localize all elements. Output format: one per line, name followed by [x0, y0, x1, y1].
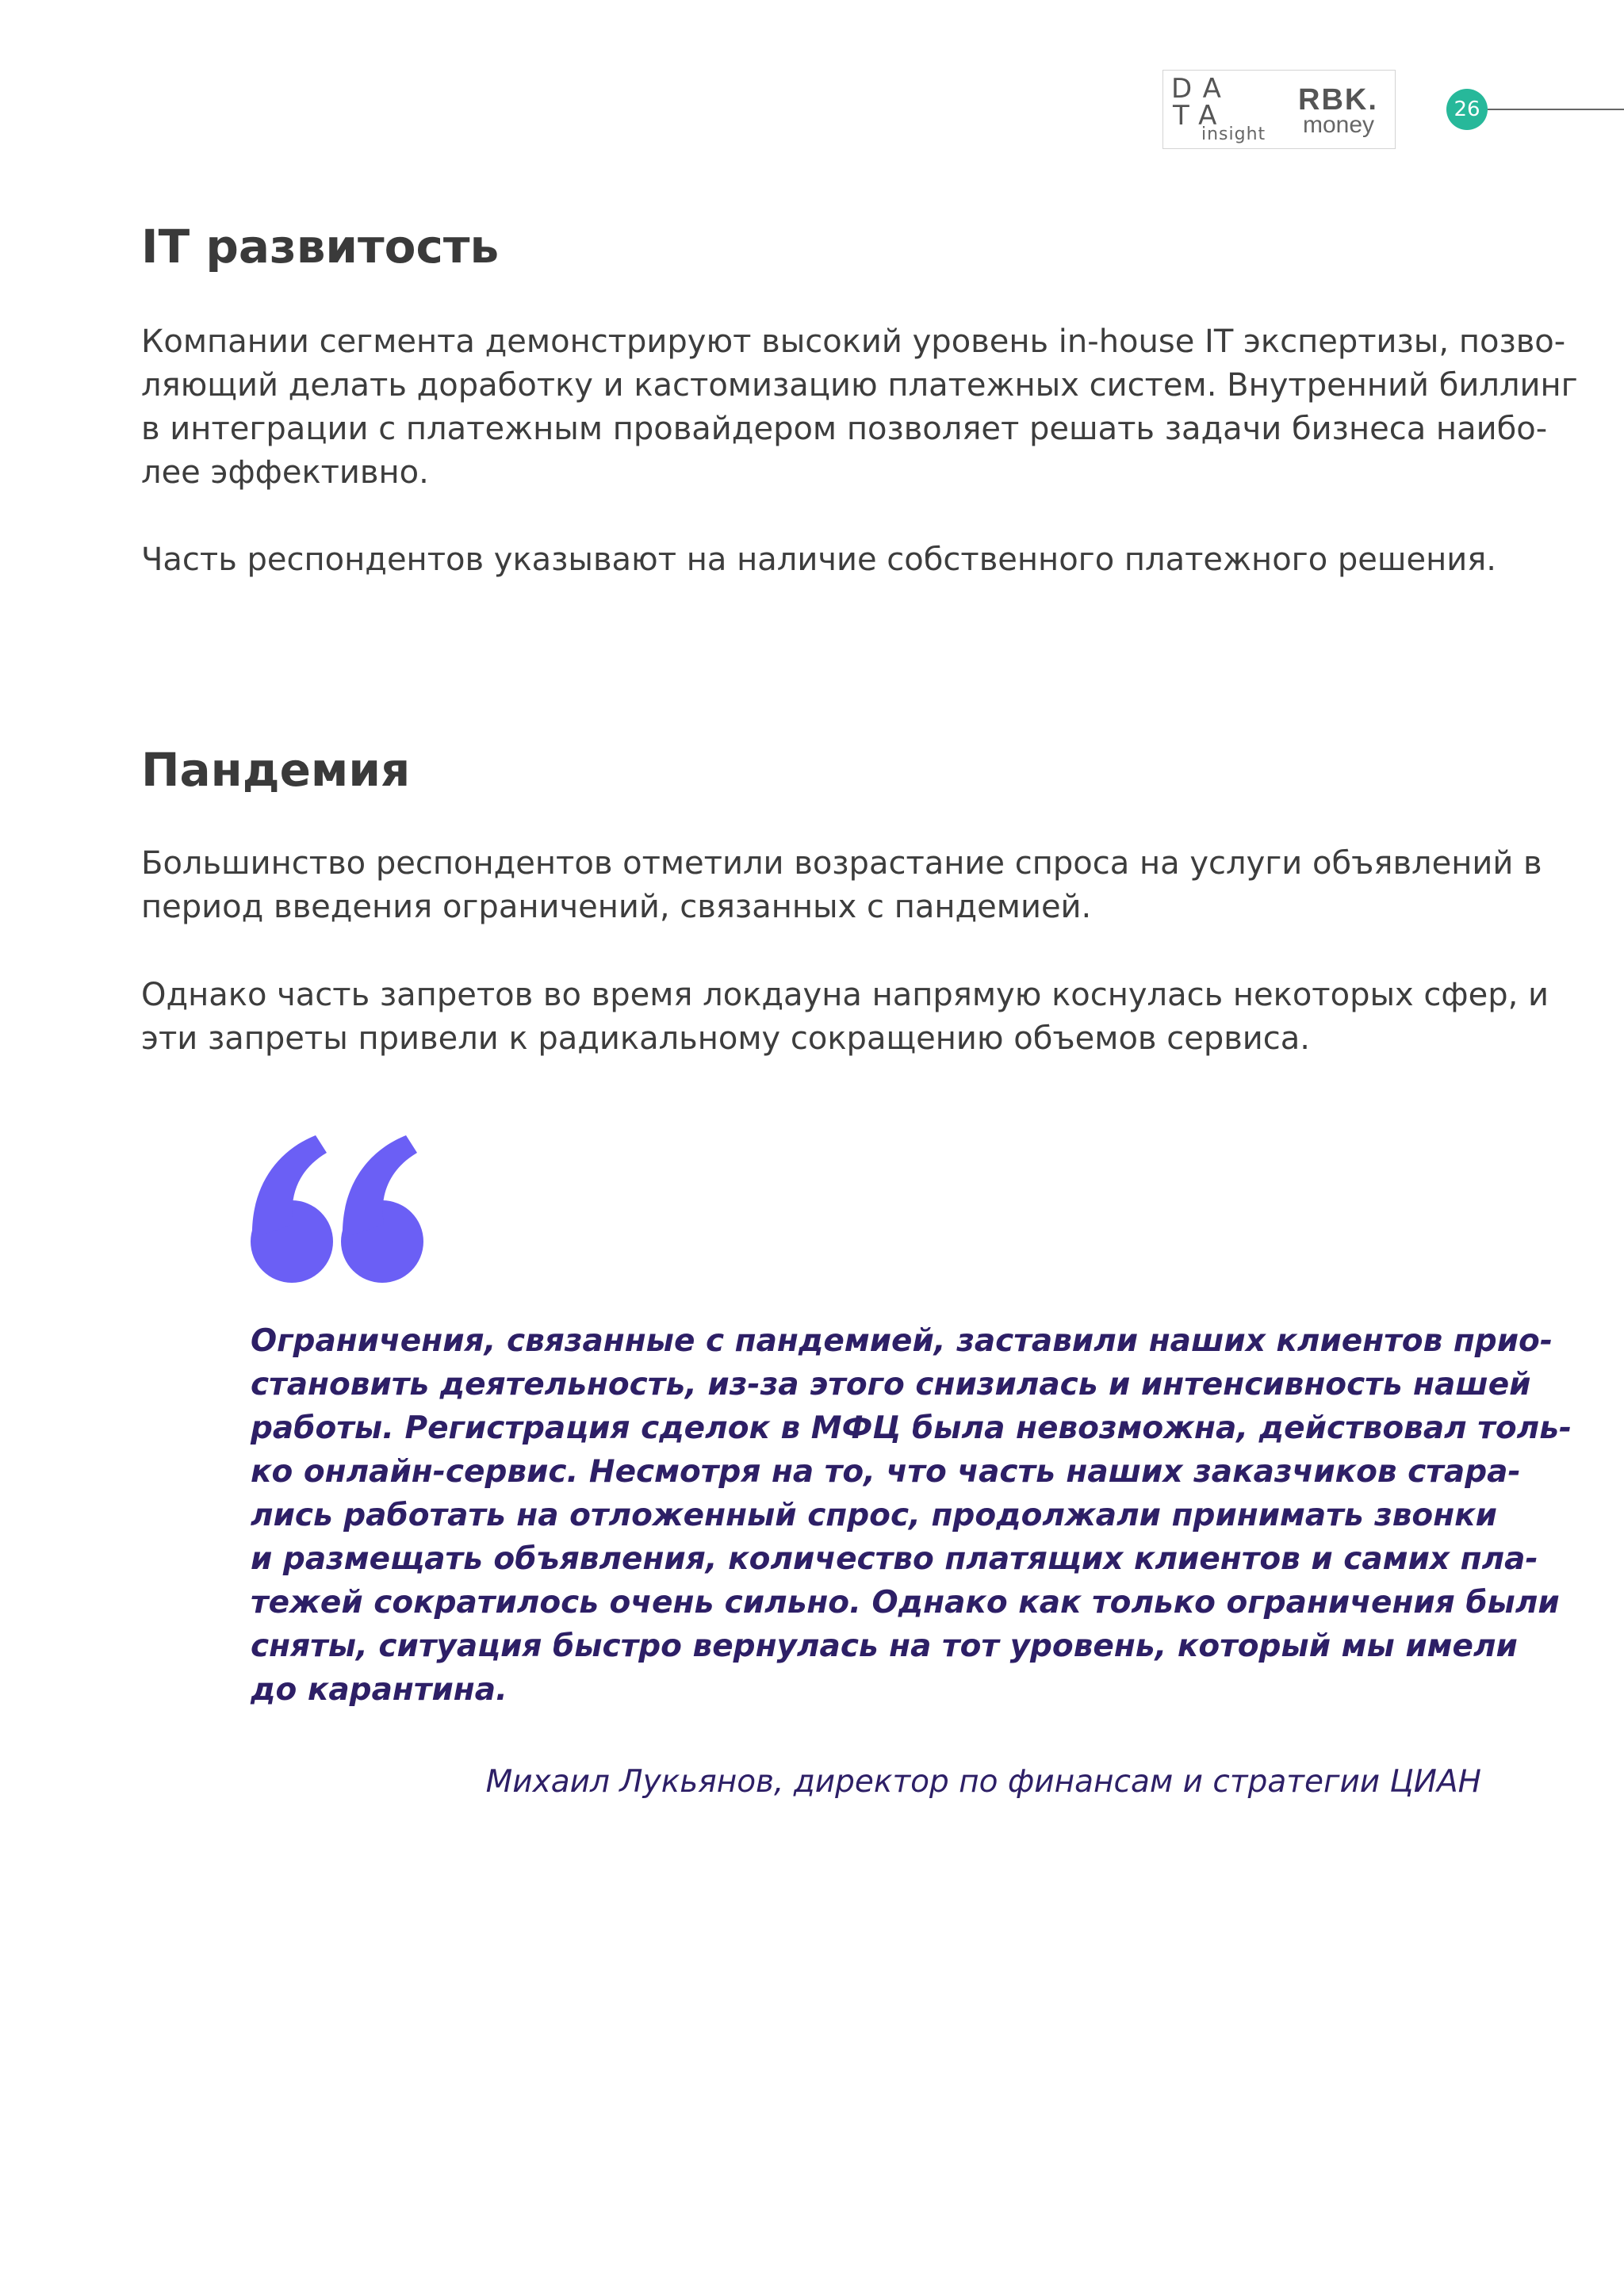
text-line: Часть респондентов указывают на наличие собственного платежного решения. [141, 541, 1497, 578]
quote-line: и размещать объявления, количество платящих клиентов и самих пла- [251, 1541, 1538, 1577]
logo-rbk-name: RBK. [1298, 83, 1378, 117]
quote-marks-icon [247, 1135, 427, 1286]
logo-data-sub: insight [1201, 124, 1266, 144]
logo-data-line1: DA [1171, 73, 1232, 105]
logo-data-line2: TA [1173, 100, 1228, 132]
quote-text [251, 1319, 1572, 1712]
section-it-paragraph-1 [141, 320, 1578, 495]
text-line: в интеграции с платежным провайдером позволяет решать задачи бизнеса наибо- [141, 411, 1548, 447]
rbk-money-logo [1298, 85, 1393, 140]
data-insight-logo [1171, 75, 1282, 147]
section-pandemic-paragraph-2 [141, 974, 1549, 1061]
section-title-it: IT развитость [141, 220, 500, 274]
text-line: Большинство респондентов отметили возрастание спроса на услуги объявлений в [141, 845, 1542, 882]
quote-line: лись работать на отложенный спрос, продолжали принимать звонки [251, 1498, 1497, 1533]
quote-line: до карантина. [251, 1672, 508, 1708]
header-divider [1488, 109, 1624, 110]
page-number-badge: 26 [1446, 89, 1488, 130]
quote-line: работы. Регистрация сделок в МФЦ была невозможна, действовал толь- [251, 1410, 1572, 1446]
quote-author: Михаил Лукьянов, директор по финансам и стратегии ЦИАН [485, 1764, 1481, 1800]
quote-line: сняты, ситуация быстро вернулась на тот уровень, который мы имели [251, 1628, 1518, 1664]
text-line: лее эффективно. [141, 454, 429, 491]
section-title-pandemic: Пандемия [141, 743, 411, 797]
text-line: период введения ограничений, связанных с пандемией. [141, 889, 1092, 925]
quote-line: Ограничения, связанные с пандемией, заставили наших клиентов прио- [251, 1323, 1553, 1359]
quote-line: становить деятельность, из-за этого снизилась и интенсивность нашей [251, 1367, 1531, 1402]
text-line: Компании сегмента демонстрируют высокий уровень in-house IT экспертизы, позво- [141, 323, 1566, 360]
quote-line: ко онлайн-сервис. Несмотря на то, что часть наших заказчиков стара- [251, 1454, 1521, 1490]
logo-rbk-sub: money [1303, 112, 1375, 138]
partner-logos [1162, 70, 1396, 149]
quote-line: тежей сократилось очень сильно. Однако как только ограничения были [251, 1585, 1560, 1621]
text-line: эти запреты привели к радикальному сокращению объемов сервиса. [141, 1020, 1311, 1057]
section-it-paragraph-2 [141, 538, 1497, 582]
section-pandemic-paragraph-1 [141, 842, 1542, 929]
text-line: Однако часть запретов во время локдауна напрямую коснулась некоторых сфер, и [141, 977, 1549, 1013]
text-line: ляющий делать доработку и кастомизацию платежных систем. Внутренний биллинг [141, 367, 1578, 404]
